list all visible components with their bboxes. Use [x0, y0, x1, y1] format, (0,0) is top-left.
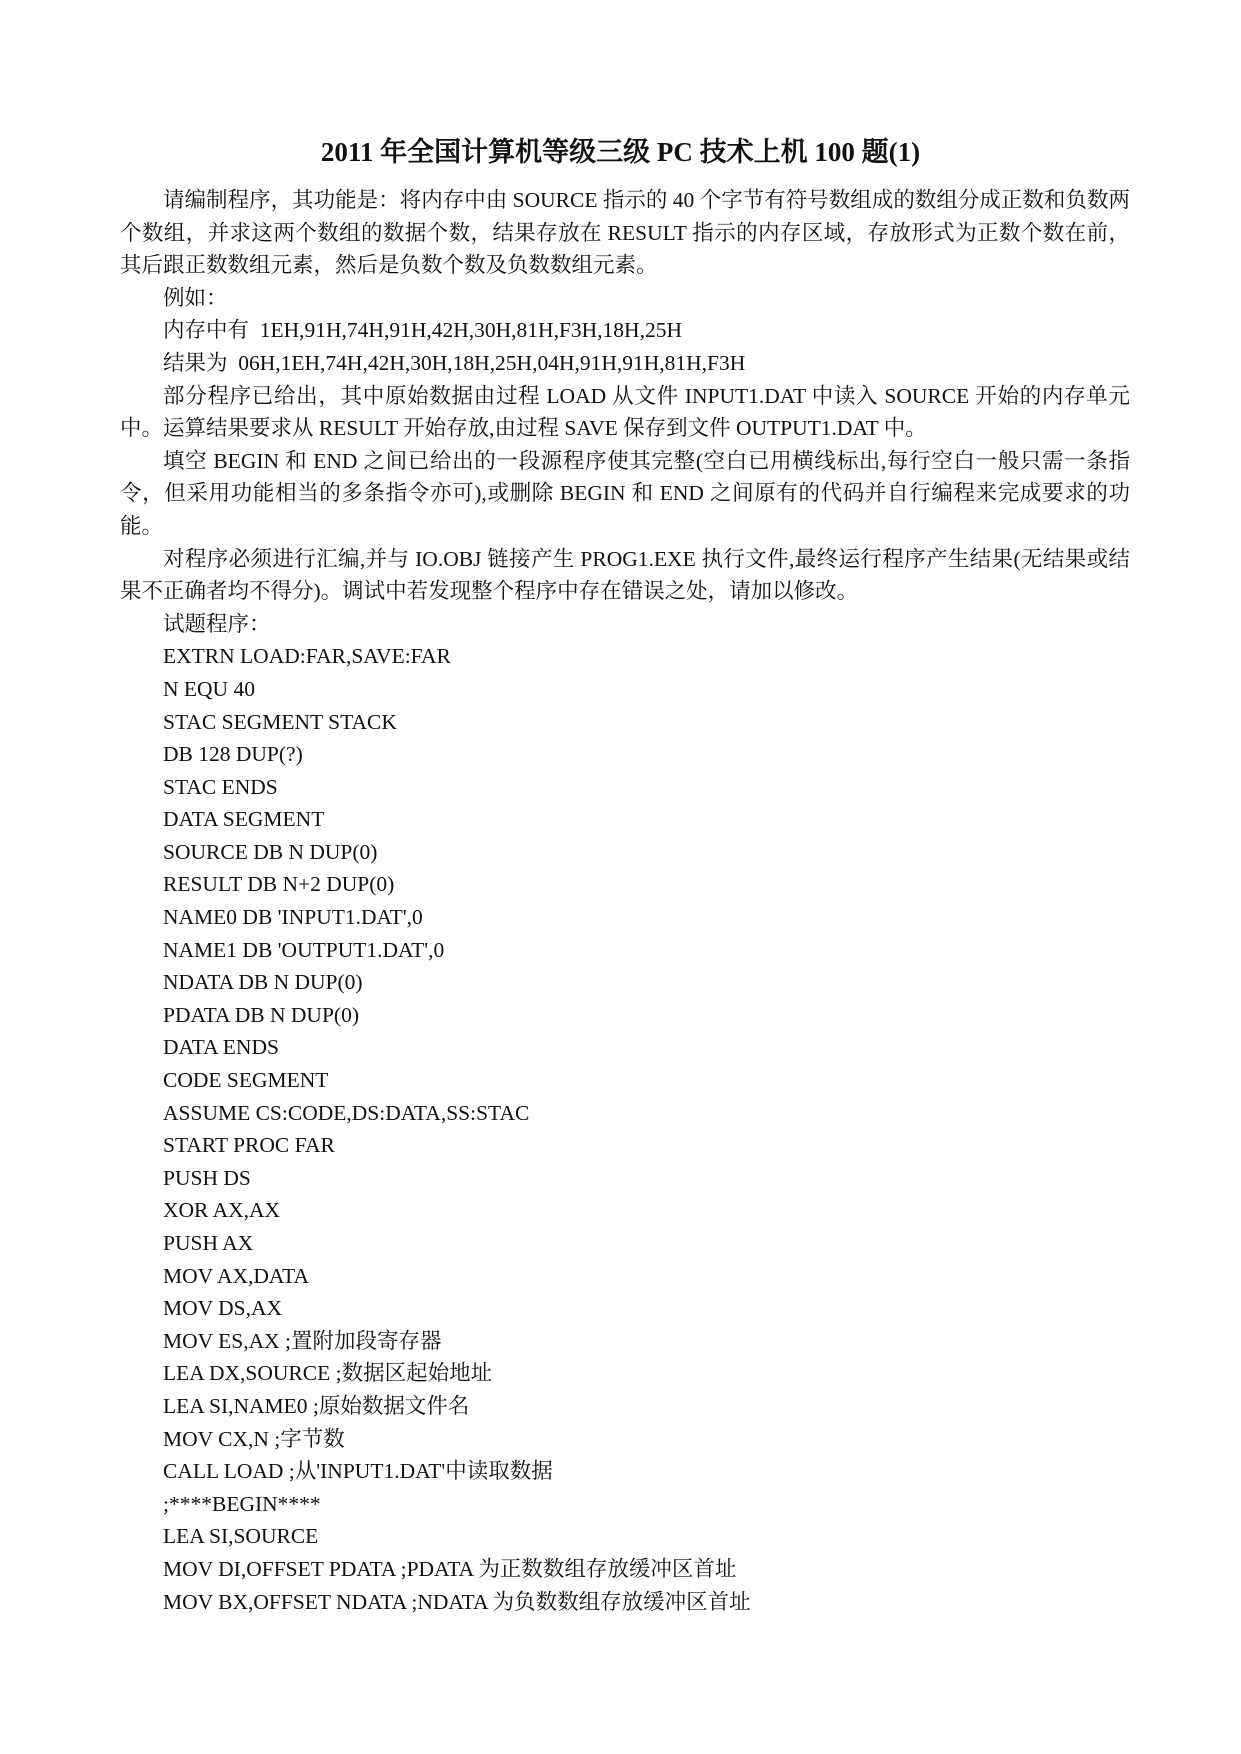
code-line: STAC SEGMENT STACK — [163, 709, 397, 734]
task-description: 请编制程序，其功能是：将内存中由 SOURCE 指示的 40 个字节有符号数组成的数组分成正数和负数两个数组，并求这两个数组的数据个数，结果存放在 RESULT 指示的内存区域，存放形式为正数个数在前，其后跟正数数组元素，然后是负数个数及负数数组元素。 — [120, 188, 1130, 278]
code-line: MOV AX,DATA — [163, 1263, 310, 1288]
fill-in-instructions: 填空 BEGIN 和 END 之间已给出的一段源程序使其完整(空白已用横线标出,每行空白一般只需一条指令，但采用功能相当的多条指令亦可),或删除 BEGIN 和 END 之间原有的代码并自行编程来完成要求的功能。 — [120, 448, 1130, 538]
code-line: DATA ENDS — [163, 1035, 279, 1060]
example-result-line: 结果为 06H,1EH,74H,42H,30H,18H,25H,04H,91H,91H,81H,F3H — [163, 350, 746, 375]
code-line: MOV DS,AX — [163, 1296, 283, 1321]
code-line: MOV BX,OFFSET NDATA ;NDATA 为负数数组存放缓冲区首址 — [163, 1589, 751, 1614]
code-line: XOR AX,AX — [163, 1198, 281, 1223]
code-line: MOV DI,OFFSET PDATA ;PDATA 为正数数组存放缓冲区首址 — [163, 1556, 737, 1581]
code-line: N EQU 40 — [163, 676, 255, 701]
code-line: ;****BEGIN**** — [163, 1491, 321, 1516]
document-title: 2011 年全国计算机等级三级 PC 技术上机 100 题(1) — [320, 137, 921, 167]
code-line: MOV ES,AX ;置附加段寄存器 — [163, 1328, 442, 1353]
code-line: EXTRN LOAD:FAR,SAVE:FAR — [163, 644, 451, 669]
code-line: ASSUME CS:CODE,DS:DATA,SS:STAC — [163, 1100, 530, 1125]
code-line: CALL LOAD ;从'INPUT1.DAT'中读取数据 — [163, 1459, 553, 1484]
code-line: NDATA DB N DUP(0) — [163, 970, 363, 995]
code-line: LEA SI,NAME0 ;原始数据文件名 — [163, 1393, 470, 1418]
code-listing — [120, 640, 1130, 1618]
program-label: 试题程序： — [163, 611, 271, 636]
code-line: RESULT DB N+2 DUP(0) — [163, 872, 395, 897]
code-line: NAME1 DB 'OUTPUT1.DAT',0 — [163, 937, 445, 962]
code-line: LEA SI,SOURCE — [163, 1524, 319, 1549]
given-program-note: 部分程序已给出，其中原始数据由过程 LOAD 从文件 INPUT1.DAT 中读入 SOURCE 开始的内存单元中。运算结果要求从 RESULT 开始存放,由过程 SAVE 保存到文件 OUTPUT1.DAT 中。 — [120, 383, 1130, 441]
example-label: 例如： — [163, 285, 228, 310]
code-line: PDATA DB N DUP(0) — [163, 1002, 359, 1027]
code-line: STAC ENDS — [163, 774, 278, 799]
code-line: PUSH DS — [163, 1165, 251, 1190]
code-line: DATA SEGMENT — [163, 807, 325, 832]
assembly-instructions: 对程序必须进行汇编,并与 IO.OBJ 链接产生 PROG1.EXE 执行文件,最终运行程序产生结果(无结果或结果不正确者均不得分)。调试中若发现整个程序中存在错误之处，请加以修改。 — [120, 546, 1130, 604]
code-line: LEA DX,SOURCE ;数据区起始地址 — [163, 1361, 493, 1386]
code-line: SOURCE DB N DUP(0) — [163, 839, 378, 864]
document-body — [120, 184, 1130, 1618]
example-memory-line: 内存中有 1EH,91H,74H,91H,42H,30H,81H,F3H,18H,25H — [163, 318, 682, 343]
code-line: NAME0 DB 'INPUT1.DAT',0 — [163, 905, 423, 930]
code-line: PUSH AX — [163, 1231, 254, 1255]
code-line: MOV CX,N ;字节数 — [163, 1426, 345, 1451]
code-line: CODE SEGMENT — [163, 1068, 329, 1093]
code-line: START PROC FAR — [163, 1133, 335, 1158]
code-line: DB 128 DUP(?) — [163, 742, 303, 767]
